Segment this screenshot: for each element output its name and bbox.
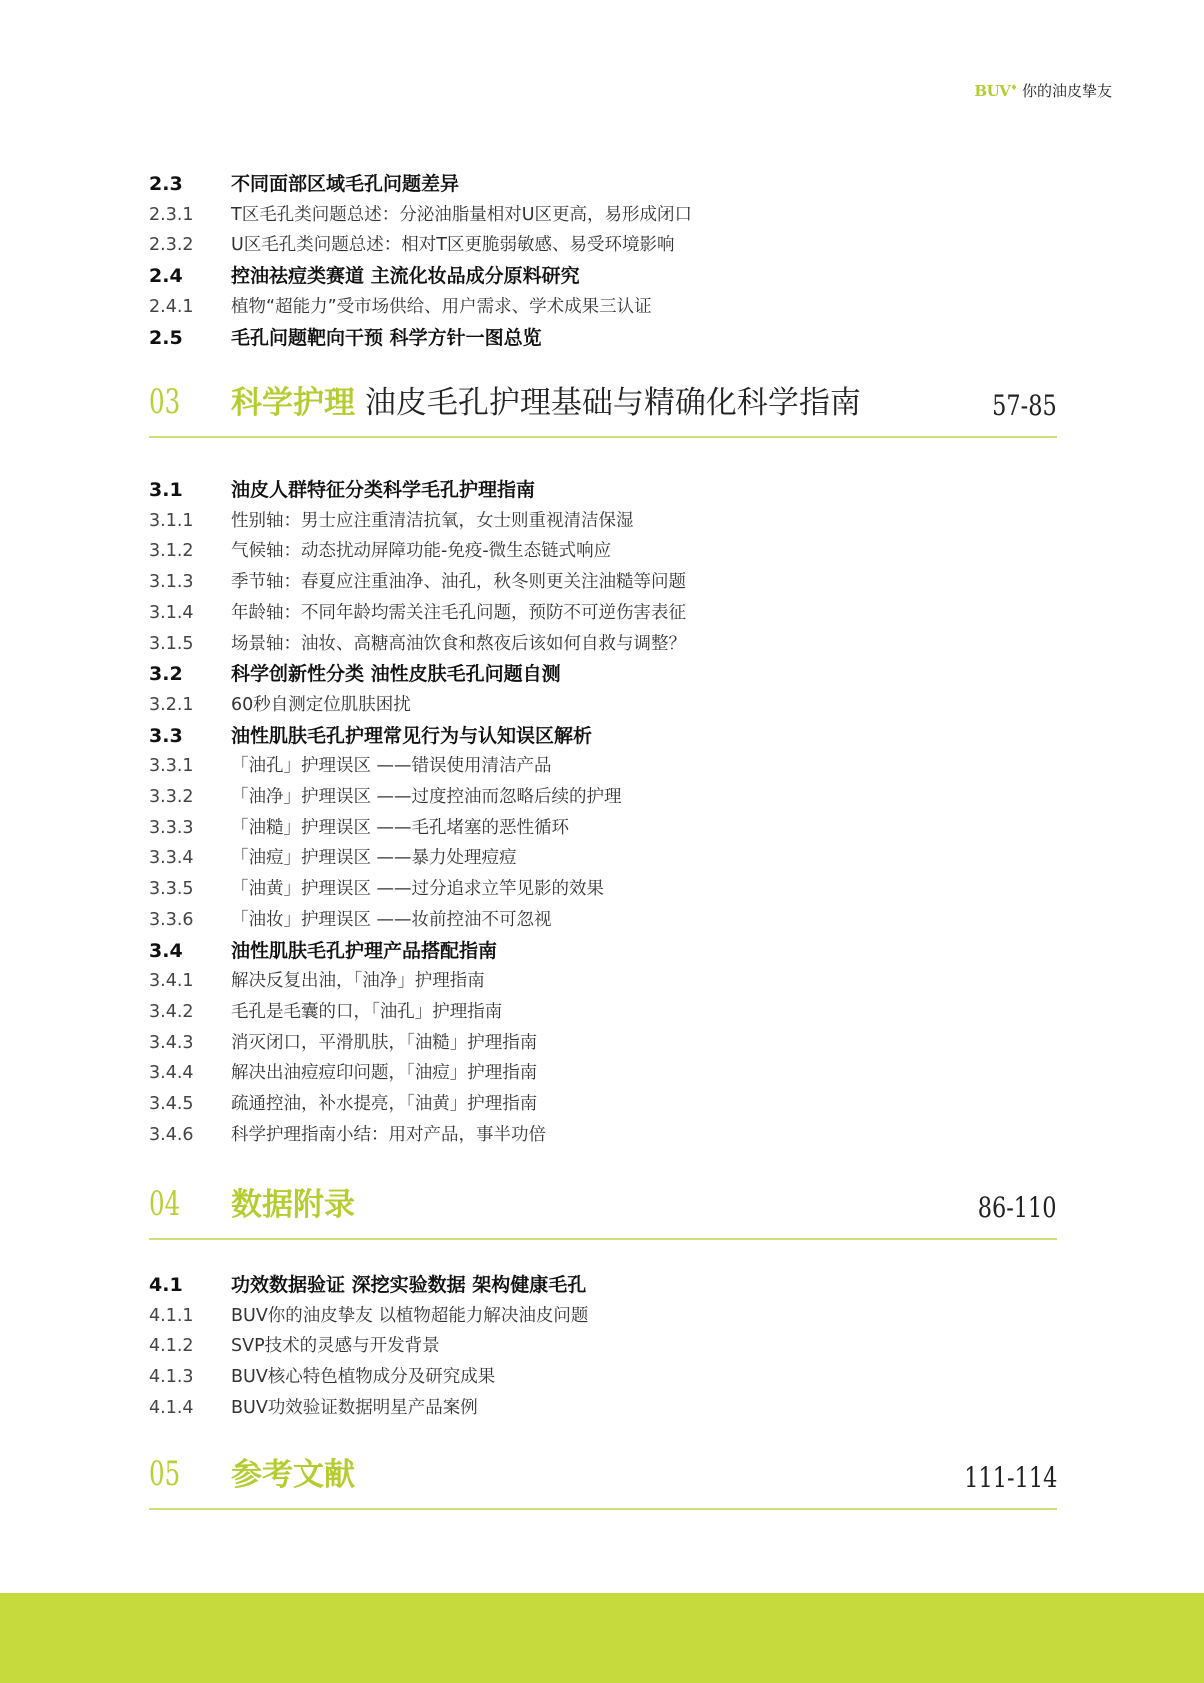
section-number: 2.4: [149, 265, 183, 288]
section-number: 3.3.6: [149, 909, 194, 930]
chapter-heading[interactable]: [149, 1452, 1057, 1500]
section-title: SVP技术的灵感与开发背景: [231, 1336, 440, 1357]
section-title: 毛孔问题靶向干预 科学方针一图总览: [231, 326, 542, 349]
section-number: 2.3.1: [149, 204, 194, 225]
chapter-heading[interactable]: [149, 1182, 1057, 1230]
section-title: 科学护理指南小结：用对产品，事半功倍: [231, 1124, 546, 1145]
section-number: 3.3.3: [149, 817, 194, 838]
chapter-divider: [149, 1238, 1057, 1240]
section-title: 气候轴：动态扰动屏障功能-免疫-微生态链式响应: [231, 541, 612, 562]
chapter-divider: [149, 436, 1057, 438]
section-number: 3.4.4: [149, 1063, 194, 1084]
chapter-accent-title: 数据附录: [231, 1187, 355, 1223]
footer-band: [0, 1593, 1204, 1683]
section-number: 3.3.4: [149, 848, 194, 869]
section-number: 3.1.5: [149, 633, 194, 654]
section-title: 「油净」护理误区 ——过度控油而忽略后续的护理: [231, 787, 622, 807]
section-title: 场景轴：油妆、高糖高油饮食和熬夜后该如何自救与调整？: [231, 633, 686, 654]
section-title: 年龄轴：不同年龄均需关注毛孔问题，预防不可逆伤害表征: [231, 602, 686, 623]
section-title: 60秒自测定位肌肤困扰: [231, 694, 411, 715]
chapter-title: [231, 1179, 355, 1224]
section-title: 科学创新性分类 油性皮肤毛孔问题自测: [231, 663, 561, 686]
chapter-subtitle: 油皮毛孔护理基础与精确化科学指南: [364, 385, 861, 421]
section-title: BUV你的油皮挚友 以植物超能力解决油皮问题: [231, 1305, 589, 1326]
section-title: 不同面部区域毛孔问题差异: [231, 173, 460, 195]
section-title: 消灭闭口，平滑肌肤，「油糙」护理指南: [231, 1032, 538, 1053]
chapter-accent-title: 参考文献: [231, 1457, 355, 1493]
section-number: 3.2.1: [149, 694, 194, 715]
section-number: 3.4.6: [149, 1124, 194, 1145]
chapter-page-range: 86-110: [978, 1191, 1057, 1224]
section-title: 功效数据验证 深挖实验数据 架构健康毛孔: [231, 1274, 587, 1296]
section-number: 4.1.4: [149, 1397, 194, 1418]
section-number: 3.1.3: [149, 572, 194, 593]
brand-slogan: 你的油皮挚友: [1021, 82, 1112, 100]
section-number: 3.4.2: [149, 1001, 194, 1022]
chapter-heading[interactable]: [149, 380, 1057, 428]
section-title: 季节轴：春夏应注重油净、油孔，秋冬则更关注油糙等问题: [231, 572, 686, 593]
section-title: 疏通控油，补水提亮，「油黄」护理指南: [231, 1094, 538, 1114]
section-title: 「油孔」护理误区 ——错误使用清洁产品: [231, 756, 552, 777]
brand-logo: BUV♦: [974, 82, 1017, 100]
section-title: 油性肌肤毛孔护理产品搭配指南: [231, 939, 498, 962]
section-number: 2.3.2: [149, 235, 194, 256]
chapter-page-range: 111-114: [963, 1461, 1057, 1494]
chapter-accent-title: 科学护理: [231, 385, 355, 421]
section-title: T区毛孔类问题总述：分泌油脂量相对U区更高，易形成闭口: [231, 204, 692, 225]
section-title: 油皮人群特征分类科学毛孔护理指南: [231, 479, 536, 501]
section-number: 3.3.2: [149, 787, 194, 807]
section-number: 3.3.1: [149, 756, 194, 777]
section-number: 3.4.5: [149, 1094, 194, 1114]
section-number: 4.1.3: [149, 1367, 194, 1388]
section-title: 解决出油痘痘印问题，「油痘」护理指南: [231, 1063, 538, 1084]
section-number: 2.5: [149, 326, 183, 349]
section-number: 3.4.3: [149, 1032, 194, 1053]
section-number: 3.3.5: [149, 879, 194, 900]
section-title: 控油祛痘类赛道 主流化妆品成分原料研究: [231, 265, 580, 288]
section-number: 2.3: [149, 173, 183, 195]
chapter-page-range: 57-85: [992, 389, 1057, 422]
chapter-number: 04: [149, 1184, 181, 1224]
section-number: 3.2: [149, 663, 183, 686]
chapter-title: [231, 377, 861, 422]
section-number: 4.1.1: [149, 1305, 194, 1326]
section-title: BUV核心特色植物成分及研究成果: [231, 1367, 496, 1388]
section-number: 3.1.1: [149, 510, 194, 531]
section-number: 3.4: [149, 939, 183, 962]
section-title: 植物“超能力”受市场供给、用户需求、学术成果三认证: [231, 296, 652, 317]
section-title: BUV功效验证数据明星产品案例: [231, 1397, 478, 1418]
section-title: 性别轴：男士应注重清洁抗氧，女士则重视清洁保湿: [231, 510, 634, 531]
section-title: 解决反复出油，「油净」护理指南: [231, 971, 485, 992]
section-number: 3.1.4: [149, 602, 194, 623]
section-title: 「油黄」护理误区 ——过分追求立竿见影的效果: [231, 879, 605, 900]
section-title: 「油糙」护理误区 ——毛孔堵塞的恶性循环: [231, 817, 570, 838]
section-title: 油性肌肤毛孔护理常见行为与认知误区解析: [231, 724, 593, 747]
section-title: 「油妆」护理误区 ——妆前控油不可忽视: [231, 909, 552, 930]
section-title: 「油痘」护理误区 ——暴力处理痘痘: [231, 848, 517, 869]
section-number: 3.1: [149, 479, 183, 501]
chapter-number: 05: [149, 1454, 181, 1494]
chapter-divider: [149, 1508, 1057, 1510]
section-number: 3.4.1: [149, 971, 194, 992]
section-title: 毛孔是毛囊的口，「油孔」护理指南: [231, 1001, 503, 1022]
chapter-title: [231, 1449, 355, 1494]
section-number: 2.4.1: [149, 296, 194, 317]
section-number: 4.1: [149, 1274, 183, 1296]
section-number: 3.1.2: [149, 541, 194, 562]
section-number: 3.3: [149, 724, 183, 747]
chapter-number: 03: [149, 382, 181, 422]
section-number: 4.1.2: [149, 1336, 194, 1357]
section-title: U区毛孔类问题总述：相对T区更脆弱敏感、易受环境影响: [231, 235, 675, 256]
table-of-contents: [149, 0, 1057, 1683]
